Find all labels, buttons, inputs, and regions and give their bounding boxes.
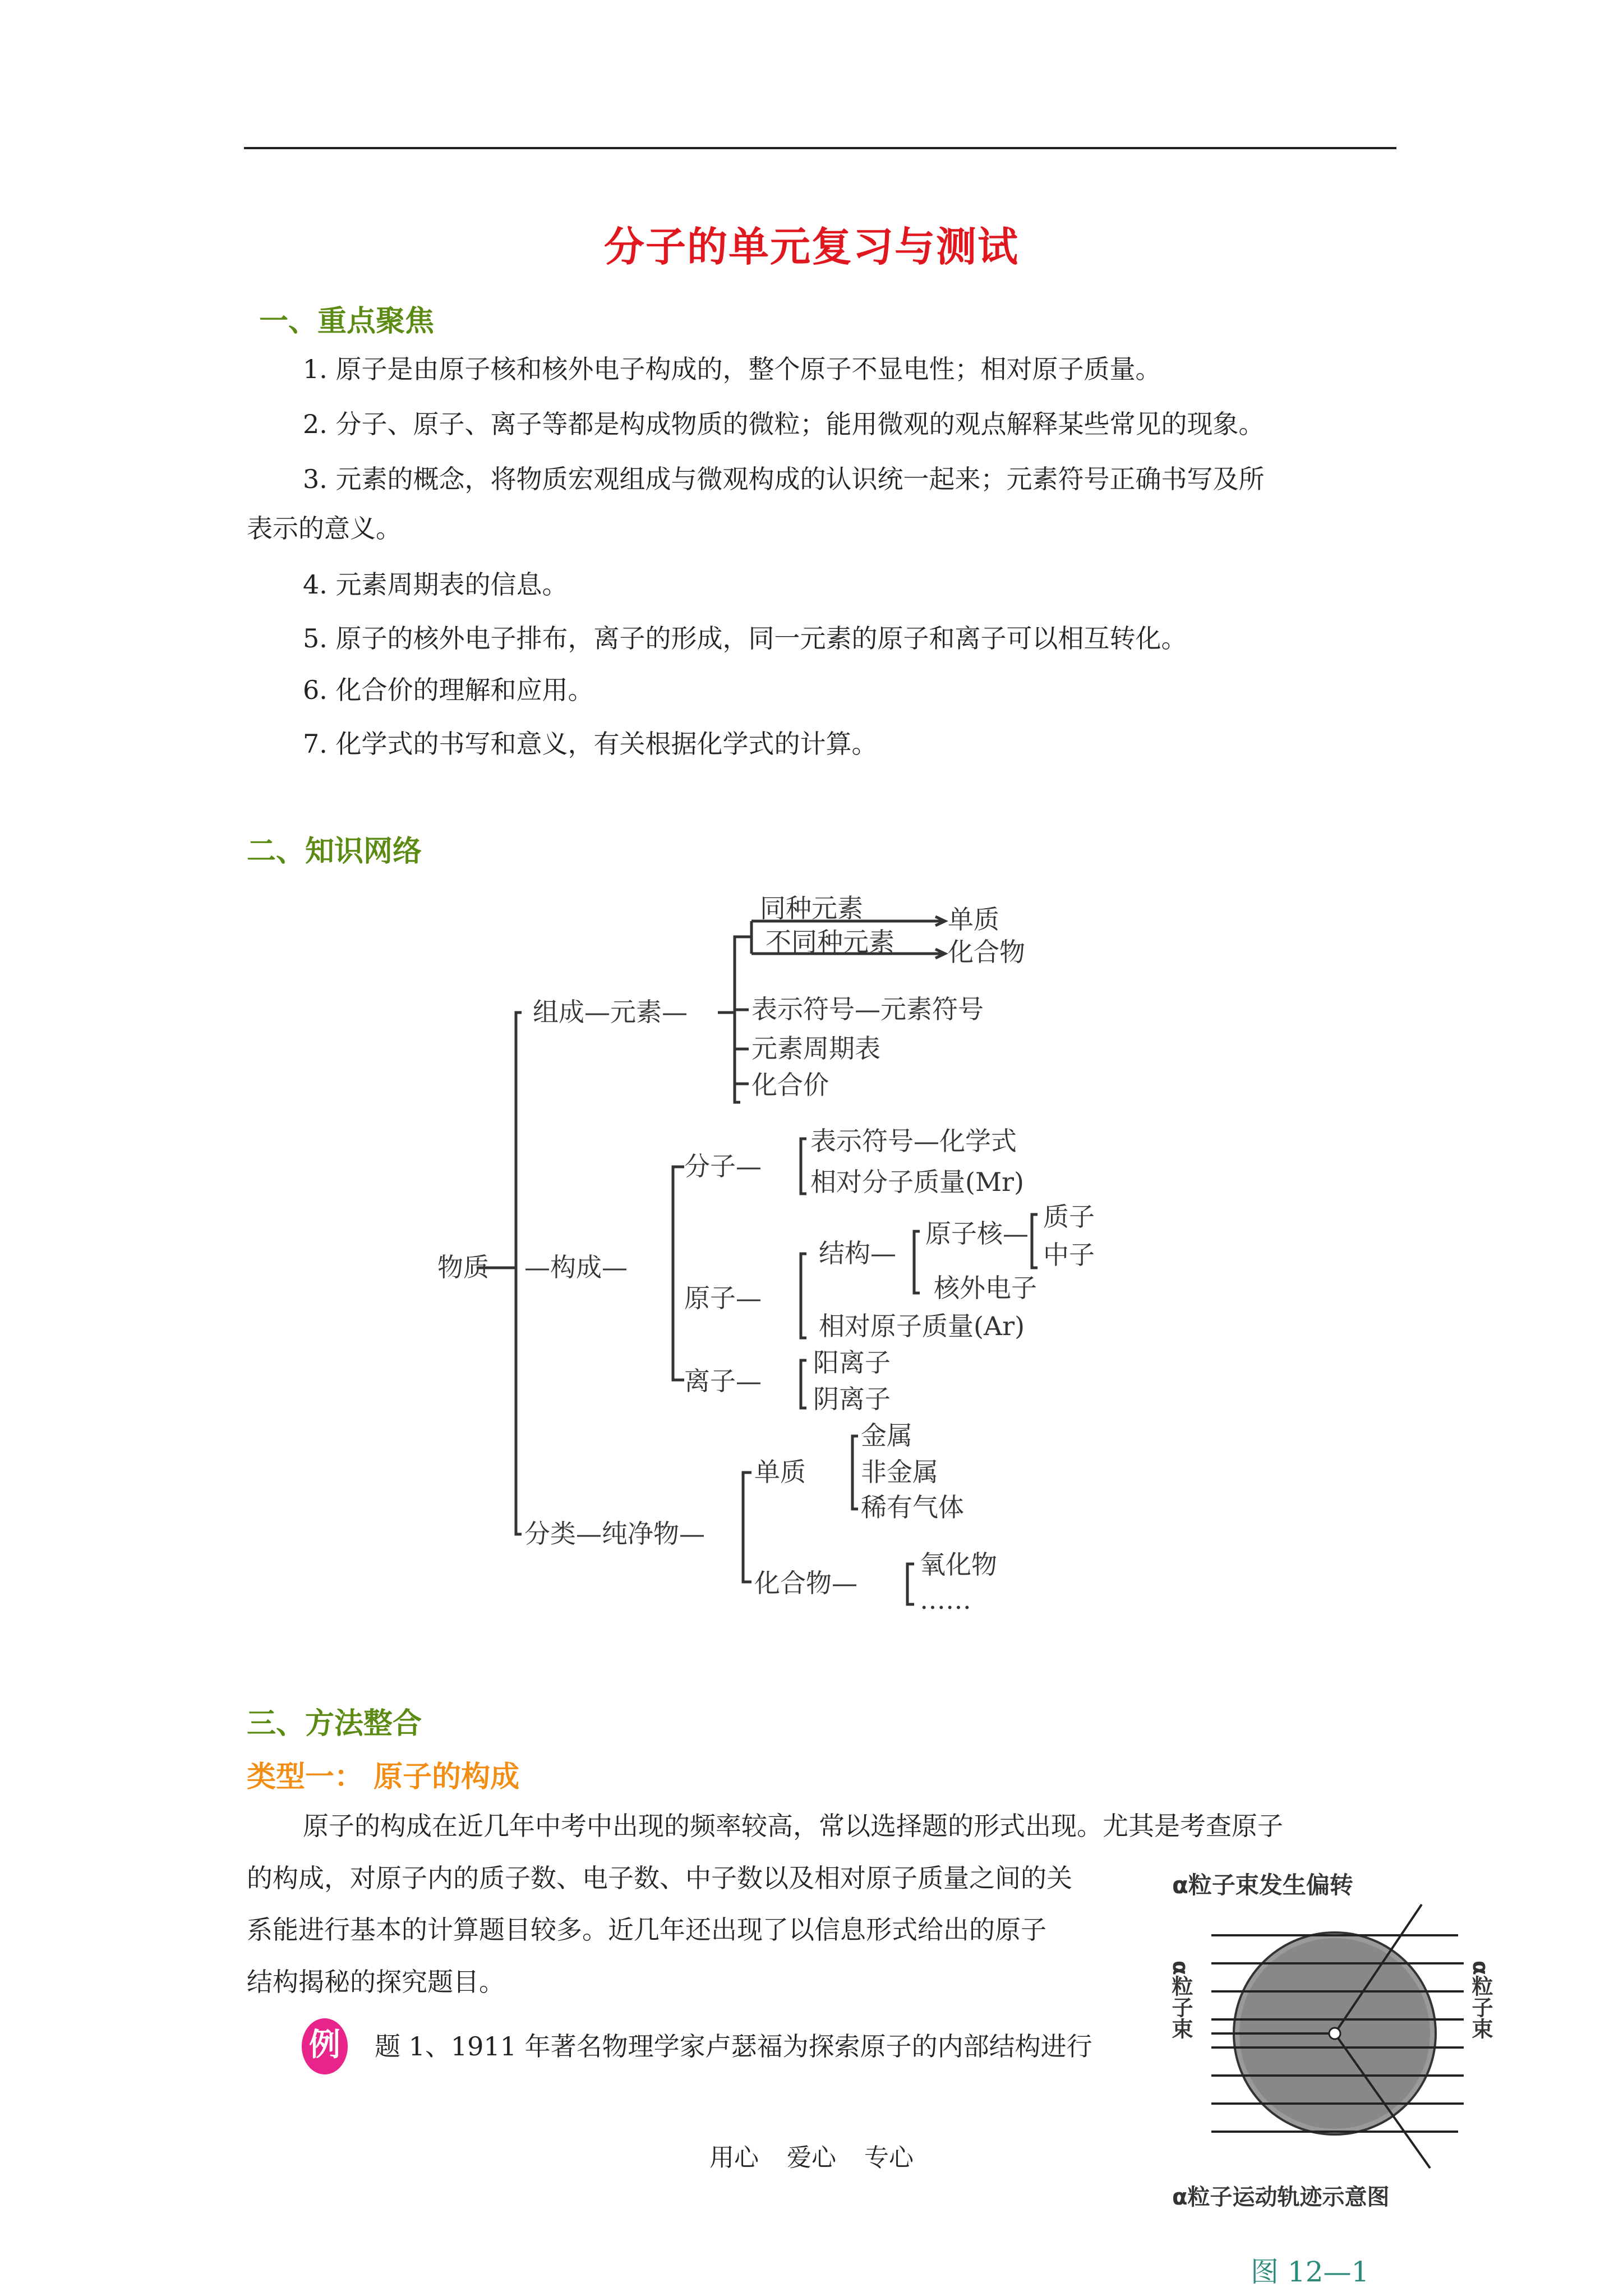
tree-dots: …… [920, 1585, 971, 1615]
paragraph-line: 的构成，对原子内的质子数、电子数、中子数以及相对原子质量之间的关 [247, 1863, 1072, 1893]
example-badge: 例 [302, 2018, 348, 2074]
tree-yuanzi: 原子— [684, 1283, 762, 1313]
tree-feijinshu: 非金属 [861, 1457, 938, 1487]
section3-heading: 三、方法整合 [247, 1707, 422, 1741]
tree-butongzhong: 不同种元素 [766, 927, 895, 957]
tree-jinshu: 金属 [861, 1420, 912, 1451]
tree-hewai: 核外电子 [934, 1273, 1037, 1303]
paragraph-line: 原子的构成在近几年中考中出现的频率较高，常以选择题的形式出现。尤其是考查原子 [303, 1811, 1283, 1841]
tree-goucheng: —构成— [524, 1252, 628, 1282]
tree-tongzhong: 同种元素 [760, 893, 863, 923]
list-item: 3. 元素的概念，将物质宏观组成与微观构成的认识统一起来；元素符号正确书写及所 [303, 464, 1265, 494]
tree-root: 物质 [437, 1252, 489, 1282]
paragraph-line: 系能进行基本的计算题目较多。近几年还出现了以信息形式给出的原子 [247, 1915, 1046, 1945]
goucheng-bracket [673, 1167, 684, 1380]
tree-zhizi: 质子 [1043, 1202, 1095, 1232]
left-label-group [1168, 1961, 1193, 2040]
tree-huahejia: 化合价 [751, 1070, 829, 1100]
section2-heading: 二、知识网络 [247, 835, 422, 868]
nucleus [1329, 2028, 1340, 2039]
list-item: 2. 分子、原子、离子等都是构成物质的微粒；能用微观的观点解释某些常见的现象。 [303, 409, 1265, 439]
tree-yang: 阳离子 [813, 1347, 891, 1378]
tree-lizi: 离子— [684, 1366, 762, 1396]
right-label-group [1468, 1961, 1493, 2040]
page-title: 分子的单元复习与测试 [603, 223, 1019, 270]
tree-zhouqibiao: 元素周期表 [751, 1033, 880, 1064]
tree-fenlei: 分类—纯净物— [524, 1519, 705, 1549]
figure-left-label: α粒子束 [1168, 1961, 1193, 2040]
tree-huahewu2: 化合物— [754, 1568, 857, 1598]
list-item: 4. 元素周期表的信息。 [303, 569, 568, 600]
tree-danzhi: 单质 [948, 904, 999, 935]
paragraph-line: 结构揭秘的探究题目。 [247, 1967, 505, 1997]
tree-danzhi2: 单质 [754, 1457, 806, 1487]
tree-biaoshi2: 表示符号—化学式 [810, 1126, 1017, 1156]
tree-yin: 阴离子 [813, 1384, 891, 1414]
list-item: 1. 原子是由原子核和核外电子构成的，整个原子不显电性；相对原子质量。 [303, 354, 1161, 384]
tree-yanghuawu: 氧化物 [920, 1549, 997, 1580]
list-item: 7. 化学式的书写和意义，有关根据化学式的计算。 [303, 729, 878, 759]
tree-mr: 相对分子质量(Mr) [810, 1167, 1024, 1197]
tree-zhongzi: 中子 [1043, 1240, 1095, 1270]
tree-xiyou: 稀有气体 [861, 1492, 964, 1522]
tree-zucheng: 组成—元素— [533, 997, 688, 1027]
page-footer: 用心 爱心 专心 [709, 2143, 914, 2172]
example-text: 题 1、1911 年著名物理学家卢瑟福为探索原子的内部结构进行 [375, 2031, 1092, 2062]
tree-biaoshi1: 表示符号—元素符号 [751, 994, 984, 1024]
knowledge-network-diagram [437, 875, 1166, 1627]
tree-yuanzihe: 原子核— [925, 1218, 1029, 1249]
spine-bracket [516, 1013, 522, 1534]
type1-heading: 类型一： 原子的构成 [247, 1760, 520, 1794]
figure-right-label: α粒子束 [1468, 1961, 1493, 2040]
list-item: 表示的意义。 [247, 513, 402, 544]
zucheng-bracket [735, 937, 740, 1102]
figure-bottom-label: α粒子运动轨迹示意图 [1172, 2184, 1390, 2210]
tree-jiegou: 结构— [819, 1238, 896, 1268]
header-rule [244, 147, 1396, 149]
figure-caption: 图 12—1 [1251, 2256, 1370, 2288]
list-item: 5. 原子的核外电子排布，离子的形成，同一元素的原子和离子可以相互转化。 [303, 623, 1187, 654]
tree-fenzi: 分子— [684, 1151, 762, 1181]
tree-ar: 相对原子质量(Ar) [819, 1311, 1025, 1341]
figure-top-label: α粒子束发生偏转 [1172, 1871, 1353, 1899]
list-item: 6. 化合价的理解和应用。 [303, 675, 594, 705]
section1-heading: 一、重点聚焦 [259, 305, 435, 338]
tree-huahewu: 化合物 [948, 937, 1025, 967]
